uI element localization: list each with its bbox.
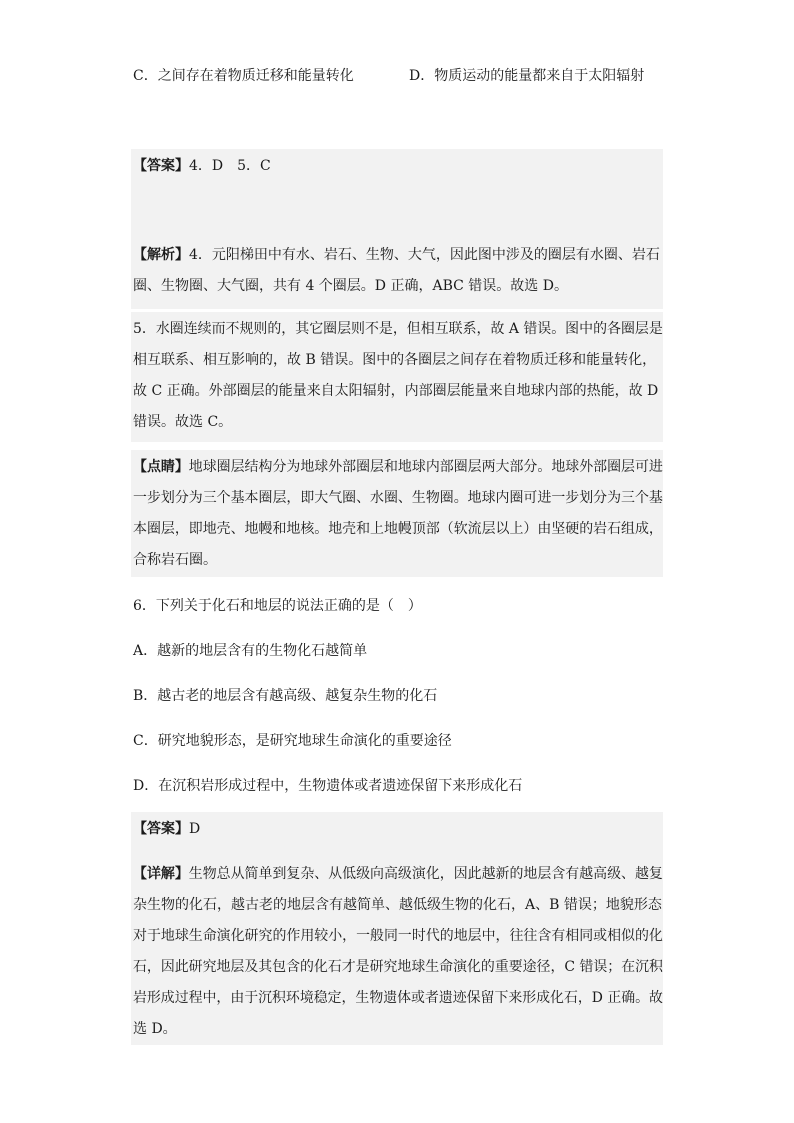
highlight-line-1 xyxy=(133,457,663,477)
answer-2-text: D xyxy=(189,821,201,837)
detail-label: 【详解】 xyxy=(133,866,189,882)
question-6-stem: 6．下列关于化石和地层的说法正确的是（ ） xyxy=(133,598,422,614)
highlight-line-3: 本圈层，即地壳、地幔和地核。地壳和上地幔顶部（软流层以上）由坚硬的岩石组成， xyxy=(133,521,663,537)
analysis-q4-line-2: 圈、生物圈、大气圈，共有 4 个圈层。D 正确，ABC 错误。故选 D。 xyxy=(133,278,568,294)
answer-text: 4．D 5．C xyxy=(189,158,271,174)
analysis-q5-line-3: 故 C 正确。外部圈层的能量来自太阳辐射，内部圈层能量来自地球内部的热能，故 D xyxy=(133,383,659,399)
analysis-q5-line-1: 5．水圈连续而不规则的，其它圈层则不是，但相互联系，故 A 错误。图中的各圈层是 xyxy=(133,321,663,337)
analysis-q4-line-1: 4．元阳梯田中有水、岩石、生物、大气，因此图中涉及的圈层有水圈、岩石 xyxy=(189,247,660,263)
detail-text-1: 生物总从简单到复杂、从低级向高级演化，因此越新的地层含有越高级、越复 xyxy=(188,866,663,882)
detail-line-6: 选 D。 xyxy=(133,1021,177,1037)
analysis-q5-line-2: 相互联系、相互影响的，故 B 错误。图中的各圈层之间存在着物质迁移和能量转化， xyxy=(133,352,657,368)
detail-line-2: 杂生物的化石，越古老的地层含有越简单、越低级生物的化石，A、B 错误；地貌形态 xyxy=(133,897,662,913)
detail-line-1 xyxy=(133,864,663,884)
analysis-label: 【解析】 xyxy=(133,247,189,263)
question-6-option-a: A．越新的地层含有的生物化石越简单 xyxy=(133,643,368,659)
detail-line-3: 对于地球生命演化研究的作用较小，一般同一时代的地层中，往往含有相同或相似的化 xyxy=(133,928,663,944)
analysis-q5-line-4: 错误。故选 C。 xyxy=(133,414,233,430)
detail-line-4: 石，因此研究地层及其包含的化石才是研究地球生命演化的重要途径，C 错误；在沉积 xyxy=(133,959,663,975)
highlight-label: 【点睛】 xyxy=(133,459,189,475)
q5-option-c: C．之间存在着物质迁移和能量转化 xyxy=(133,68,354,84)
detail-line-5: 岩形成过程中，由于沉积环境稳定，生物遗体或者遗迹保留下来形成化石，D 正确。故 xyxy=(133,990,663,1006)
highlight-line-2: 一步划分为三个基本圈层，即大气圈、水圈、生物圈。地球内圈可进一步划分为三个基 xyxy=(133,490,663,506)
answer-2-label: 【答案】 xyxy=(133,821,189,837)
analysis-line-1 xyxy=(133,245,660,265)
highlight-text-1: 地球圈层结构分为地球外部圈层和地球内部圈层两大部分。地球外部圈层可进 xyxy=(188,459,663,475)
answer-2-line xyxy=(133,819,200,839)
answer-1-line xyxy=(133,156,271,176)
highlight-line-4: 合称岩石圈。 xyxy=(133,552,217,568)
question-6-option-c: C．研究地貌形态，是研究地球生命演化的重要途径 xyxy=(133,733,452,749)
question-6-option-b: B．越古老的地层含有越高级、越复杂生物的化石 xyxy=(133,688,438,704)
q5-option-d: D．物质运动的能量都来自于太阳辐射 xyxy=(409,68,645,84)
question-6-option-d: D．在沉积岩形成过程中，生物遗体或者遗迹保留下来形成化石 xyxy=(133,778,523,794)
answer-label: 【答案】 xyxy=(133,158,189,174)
